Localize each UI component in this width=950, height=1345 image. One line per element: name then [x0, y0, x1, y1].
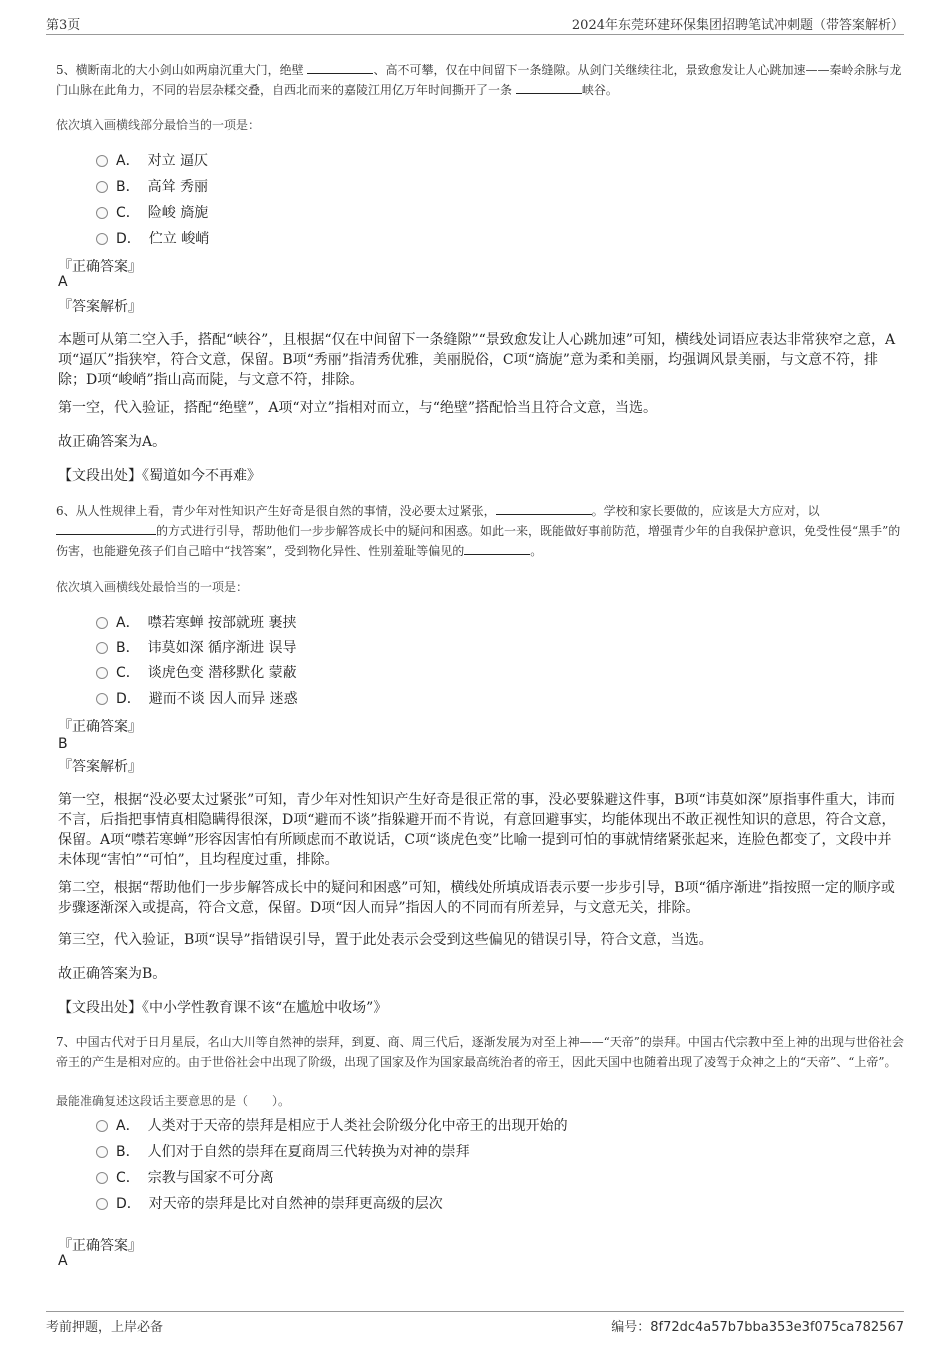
radio-button-icon[interactable] — [96, 181, 108, 193]
answer-blank — [56, 521, 156, 535]
analysis-conclusion: 故正确答案为B。 — [58, 966, 167, 982]
page-header — [46, 10, 904, 35]
document-code: 编号：8f72dc4a57b7bba353e3f075ca782567 — [611, 1320, 904, 1335]
option-7b[interactable]: B． 人们对于自然的崇拜在夏商周三代转换为对神的崇拜 — [96, 1141, 470, 1163]
option-7c[interactable]: C． 宗教与国家不可分离 — [96, 1167, 274, 1189]
radio-button-icon[interactable] — [96, 617, 108, 629]
radio-button-icon[interactable] — [96, 1120, 108, 1132]
answer-blank — [496, 501, 592, 515]
option-7d[interactable]: D． 对天帝的崇拜是比对自然神的崇拜更高级的层次 — [96, 1193, 443, 1215]
correct-answer: B — [58, 736, 68, 752]
source-citation: 【文段出处】《蜀道如今不再难》 — [58, 468, 261, 484]
analysis-paragraph: 第三空，代入验证，B项“误导”指错误引导，置于此处表示会受到这些偏见的错误引导，符合文意，当选。 — [58, 932, 713, 948]
radio-button-icon[interactable] — [96, 642, 108, 654]
question-6-prompt: 依次填入画横线处最恰当的一项是： — [56, 580, 249, 594]
correct-answer: A — [58, 274, 68, 290]
analysis-paragraph: 本题可从第二空入手，搭配“峡谷”，且根据“仅在中间留下一条缝隙”“景致愈发让人心跳加速”可知，横线处词语应表达非常狭窄之意，A项“逼仄”指狭窄，符合文意，保留。B项“秀丽”指清秀优雅，美丽脱俗，C项“旖旎”意为柔和美丽，均强调风景美丽，与文意不符，排除；D项“峻峭”指山高而陡，与文意不符，排除。 — [58, 332, 896, 388]
radio-button-icon[interactable] — [96, 1146, 108, 1158]
radio-button-icon[interactable] — [96, 667, 108, 679]
option-6b[interactable]: B． 讳莫如深 循序渐进 误导 — [96, 637, 297, 659]
document-title: 2024年东莞环建环保集团招聘笔试冲刺题（带答案解析） — [571, 18, 904, 33]
analysis-paragraph: 第二空，根据“帮助他们一步步解答成长中的疑问和困惑”可知，横线处所填成语表示要一步步引导，B项“循序渐进”指按照一定的顺序或步骤逐渐深入或提高，符合文意，保留。D项“因人而异”指因人的不同而有所差异，与文意无关，排除。 — [58, 880, 895, 916]
analysis-paragraph: 第一空，根据“没必要太过紧张”可知，青少年对性知识产生好奇是很正常的事，没必要躲避这件事，B项“讳莫如深”原指事件重大，讳而不言，后指把事情真相隐瞒得很深，D项“避而不谈”指躲避开而不肯说，有意回避事实，均能体现出不敢正视性知识的意思，符合文意，保留。A项“噤若寒蝉”形容因害怕有所顾虑而不敢说话，C项“谈虎色变”比喻一提到可怕的事就情绪紧张起来，连脸色都变了，文段中并未体现“害怕”“可怕”，且均程度过重，排除。 — [58, 792, 896, 868]
option-6d[interactable]: D． 避而不谈 因人而异 迷惑 — [96, 688, 298, 710]
question-7-stem: 7、中国古代对于日月星辰，名山大川等自然神的崇拜，到夏、商、周三代后，逐渐发展为对至上神——“天帝”的崇拜。中国古代宗教中至上神的出现与世俗社会帝王的产生是相对应的。由于世俗社会中出现了阶级，出现了国家及作为国家最高统治者的帝王，因此天国中也随着出现了凌驾于众神之上的“天帝”、“上帝”。 — [56, 1035, 904, 1069]
answer-heading: 『正确答案』 — [58, 259, 142, 275]
radio-button-icon[interactable] — [96, 1172, 108, 1184]
question-5-stem: 5、横断南北的大小剑山如两扇沉重大门，绝壁 、高不可攀，仅在中间留下一条缝隙。从剑门关继续往北，景致愈发让人心跳加速——秦岭余脉与龙门山脉在此角力，不同的岩层杂糅交叠，自西北而来的嘉陵江用亿万年时间撕开了一条 峡谷。 — [56, 60, 908, 100]
answer-blank — [464, 541, 530, 555]
page-number: 第3页 — [46, 18, 81, 33]
option-7a[interactable]: A． 人类对于天帝的崇拜是相应于人类社会阶级分化中帝王的出现开始的 — [96, 1115, 568, 1137]
source-citation: 【文段出处】《中小学性教育课不该“在尴尬中收场”》 — [58, 1000, 388, 1016]
page-footer — [46, 1311, 904, 1338]
footer-slogan: 考前押题，上岸必备 — [46, 1320, 164, 1335]
answer-heading: 『正确答案』 — [58, 719, 142, 735]
option-6a[interactable]: A． 噤若寒蝉 按部就班 裹挟 — [96, 612, 296, 634]
option-5a[interactable]: A． 对立 逼仄 — [96, 150, 208, 172]
radio-button-icon[interactable] — [96, 1198, 108, 1210]
radio-button-icon[interactable] — [96, 233, 108, 245]
correct-answer: A — [58, 1253, 68, 1269]
analysis-heading: 『答案解析』 — [58, 299, 142, 315]
analysis-conclusion: 故正确答案为A。 — [58, 434, 167, 450]
question-6-stem: 6、从人性规律上看，青少年对性知识产生好奇是很自然的事情，没必要太过紧张， 。学校和家长要做的，应该是大方应对，以的方式进行引导，帮助他们一步步解答成长中的疑问和困惑。如此一来，既能做好事前防范，增强青少年的自我保护意识，免受性侵“黑手”的伤害，也能避免孩子们自己暗中“找答案”，受到物化异性、性别羞耻等偏见的 。 — [56, 501, 908, 561]
answer-heading: 『正确答案』 — [58, 1238, 142, 1254]
option-5d[interactable]: D． 伫立 峻峭 — [96, 228, 209, 250]
option-6c[interactable]: C． 谈虎色变 潜移默化 蒙蔽 — [96, 662, 297, 684]
question-5-prompt: 依次填入画横线部分最恰当的一项是： — [56, 118, 261, 132]
answer-blank — [307, 60, 373, 74]
answer-blank — [516, 80, 582, 94]
radio-button-icon[interactable] — [96, 693, 108, 705]
option-5b[interactable]: B． 高耸 秀丽 — [96, 176, 208, 198]
analysis-paragraph: 第一空，代入验证，搭配“绝壁”，A项“对立”指相对而立，与“绝壁”搭配恰当且符合文意，当选。 — [58, 400, 658, 416]
question-7-prompt: 最能准确复述这段话主要意思的是（ ）。 — [56, 1094, 291, 1108]
option-5c[interactable]: C． 险峻 旖旎 — [96, 202, 208, 224]
radio-button-icon[interactable] — [96, 207, 108, 219]
analysis-heading: 『答案解析』 — [58, 759, 142, 775]
radio-button-icon[interactable] — [96, 155, 108, 167]
